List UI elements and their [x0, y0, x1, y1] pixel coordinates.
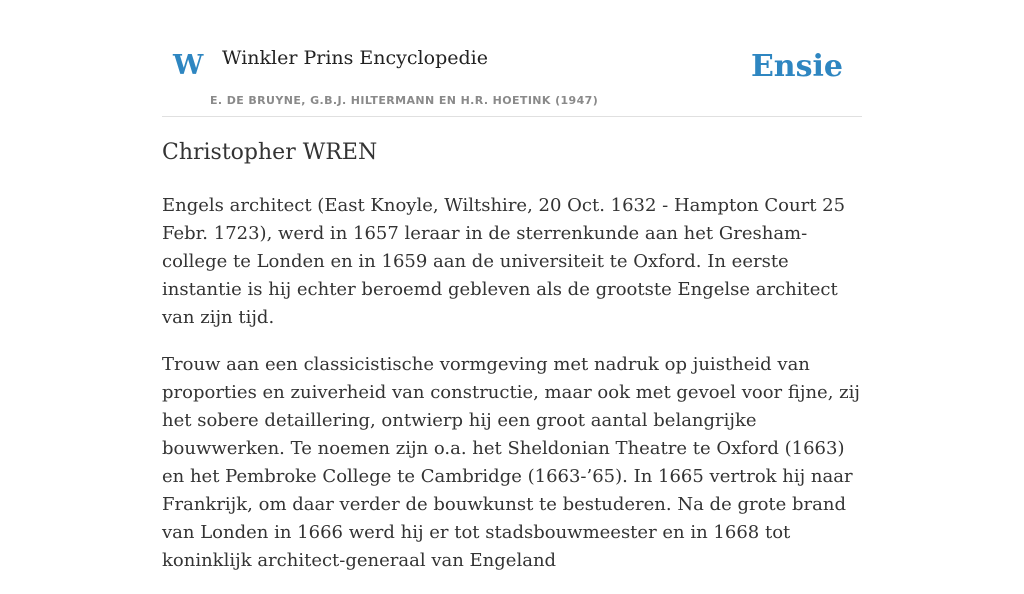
winkler-prins-logo-icon[interactable]: W: [173, 50, 204, 81]
page: [162, 0, 862, 571]
article-title: Christopher WREN: [162, 140, 378, 165]
ensie-logo[interactable]: Ensie: [750, 49, 843, 84]
book-authors: E. DE BRUYNE, G.B.J. HILTERMANN EN H.R. HOETINK (1947): [210, 94, 599, 107]
header: [162, 0, 862, 117]
article-paragraph: Trouw aan een classicistische vormgeving met nadruk op juistheid van proporties en zuiverheid van constructie, maar ook met gevoel voor fijne, zij het sobere detaillering, ontwierp hij een groot aantal belangrijke bouwwerken. Te noemen zijn o.a. het Sheldonian Theatre te Oxford (1663) en het Pembroke College te Cambridge (1663-’65). In 1665 vertrok hij naar Frankrijk, om daar verder de bouwkunst te bestuderen. Na de grote brand van Londen in 1666 werd hij er tot stadsbouwmeester en in 1668 tot koninklijk architect-generaal van Engeland: [162, 354, 860, 571]
article-body: [162, 192, 862, 594]
book-title[interactable]: Winkler Prins Encyclopedie: [222, 47, 488, 69]
article-paragraph: Engels architect (East Knoyle, Wiltshire, 20 Oct. 1632 - Hampton Court 25 Febr. 1723), werd in 1657 leraar in de sterrenkunde aan het Gresham-college te Londen en in 1659 aan de universiteit te Oxford. In eerste instantie is hij echter beroemd gebleven als de grootste Engelse architect van zijn tijd.: [162, 195, 846, 328]
